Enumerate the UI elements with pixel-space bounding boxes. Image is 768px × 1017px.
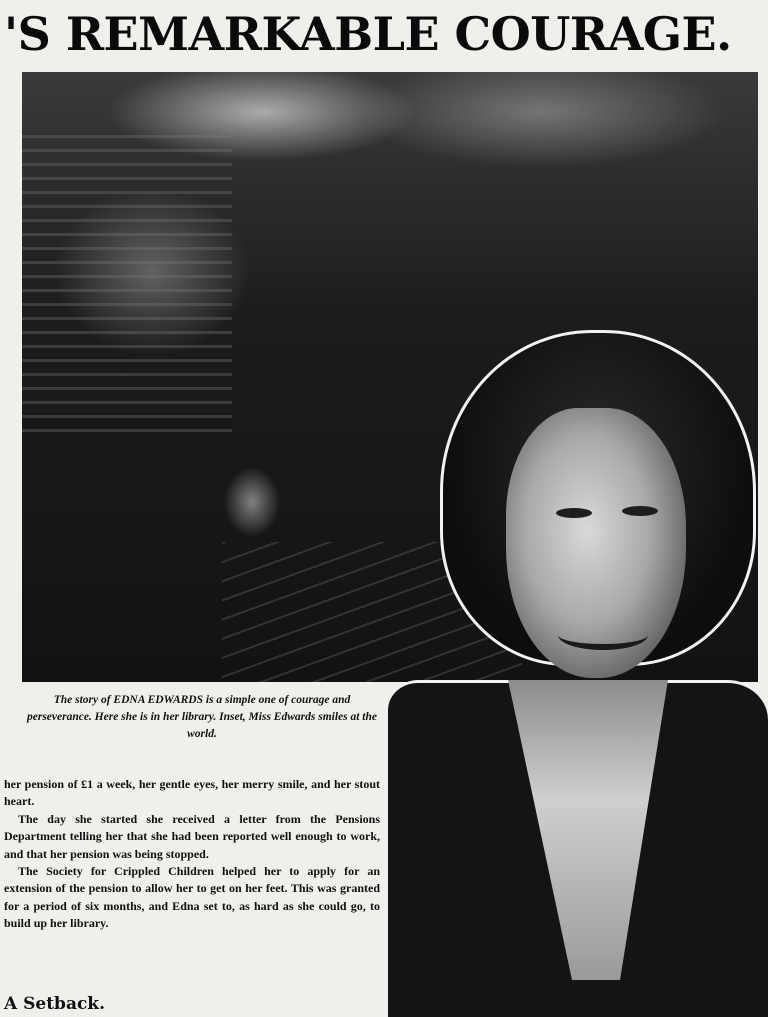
portrait-left-eye [556, 508, 592, 518]
portrait-smile [558, 620, 648, 650]
section-subhead: A Setback. [4, 994, 106, 1014]
headline-text: 'S REMARKABLE COURAGE. [4, 7, 732, 61]
bookshelf [22, 132, 232, 432]
article-body [4, 776, 380, 933]
article-paragraph: her pension of £1 a week, her gentle eyes, her merry smile, and her stout heart. [4, 777, 380, 809]
headline [0, 0, 768, 64]
portrait-right-eye [622, 506, 658, 516]
article-paragraph: The day she started she received a letter from the Pensions Department telling her that she had been reported well enough to work, and that her pension was being stopped. [4, 811, 380, 861]
photo-caption: The story of EDNA EDWARDS is a simple one of courage and perseverance. Here she is in her library. Inset, Miss Edwards smiles at the world. [26, 694, 378, 740]
article-paragraph: The Society for Crippled Children helped her to apply for an extension of the pension to allow her to get on her feet. This was granted for a period of six months, and Edna set to, as hard as she could go, to build up her library. [4, 864, 380, 931]
inset-portrait [388, 330, 768, 1017]
